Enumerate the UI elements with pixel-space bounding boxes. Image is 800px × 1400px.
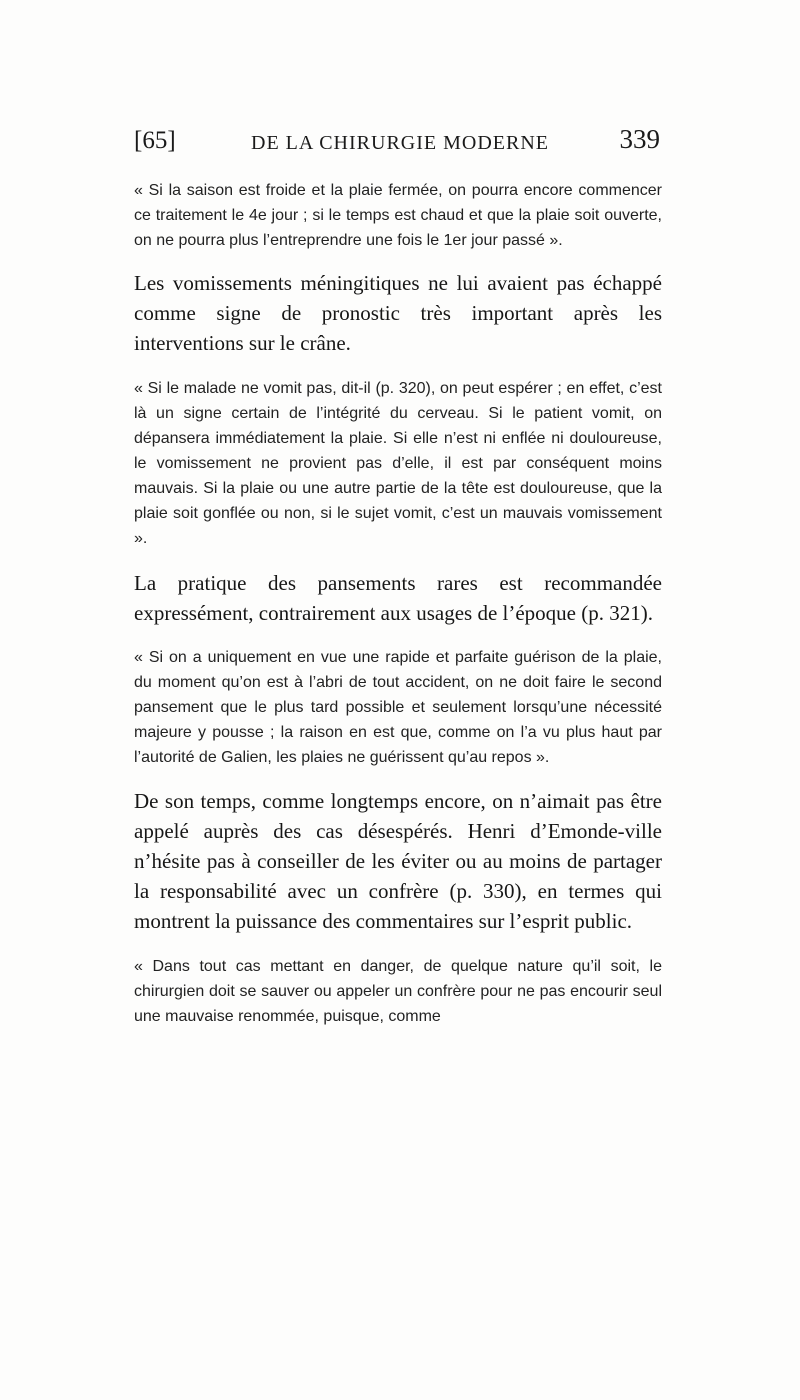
running-title: DE LA CHIRURGIE MODERNE (251, 132, 549, 154)
page-reference: [65] (134, 127, 176, 154)
commentary-paragraph: De son temps, comme longtemps encore, on n’aimait pas être appelé auprès des cas désespérés. Henri d’Emonde-ville n’hésite pas à conseiller de les éviter ou au moins de partager la responsabilité avec un confrère (p. 330), en termes qui montrent la puissance des commentaires sur l’esprit public. (134, 789, 662, 933)
commentary-paragraph: La pratique des pansements rares est recommandée expressément, contrairement aux usages de l’époque (p. 321). (134, 571, 662, 625)
running-head (134, 126, 660, 160)
page-number: 339 (619, 124, 660, 154)
commentary-paragraph: Les vomissements méningitiques ne lui avaient pas échappé comme signe de pronostic très important après les interventions sur le crâne. (134, 271, 662, 355)
body-text (134, 178, 662, 1047)
quotation-paragraph: « Dans tout cas mettant en danger, de quelque nature qu’il soit, le chirurgien doit se sauver ou appeler un confrère pour ne pas encourir seul une mauvaise renommée, puisque, comme (134, 958, 662, 1025)
quotation-paragraph: « Si la saison est froide et la plaie fermée, on pourra encore commencer ce traitement le 4e jour ; si le temps est chaud et que la plaie soit ouverte, on ne pourra plus l’entreprendre une fois le 1er jour passé ». (134, 182, 662, 249)
quotation-paragraph: « Si le malade ne vomit pas, dit-il (p. 320), on peut espérer ; en effet, c’est là un signe certain de l’intégrité du cerveau. Si le patient vomit, on dépansera immédiatement la plaie. Si elle n’est ni enflée ni douloureuse, le vomissement ne provient pas d’elle, il est par conséquent moins mauvais. Si la plaie ou une autre partie de la tête est douloureuse, que la plaie soit gonflée ou non, si le sujet vomit, c’est un mauvais vomissement ». (134, 380, 662, 547)
quotation-paragraph: « Si on a uniquement en vue une rapide et parfaite guérison de la plaie, du moment qu’on est à l’abri de tout accident, on ne doit faire le second pansement que le plus tard possible et seulement lorsqu’une nécessité majeure y pousse ; la raison en est que, comme on l’a vu plus haut par l’autorité de Galien, les plaies ne guérissent qu’au repos ». (134, 649, 662, 766)
